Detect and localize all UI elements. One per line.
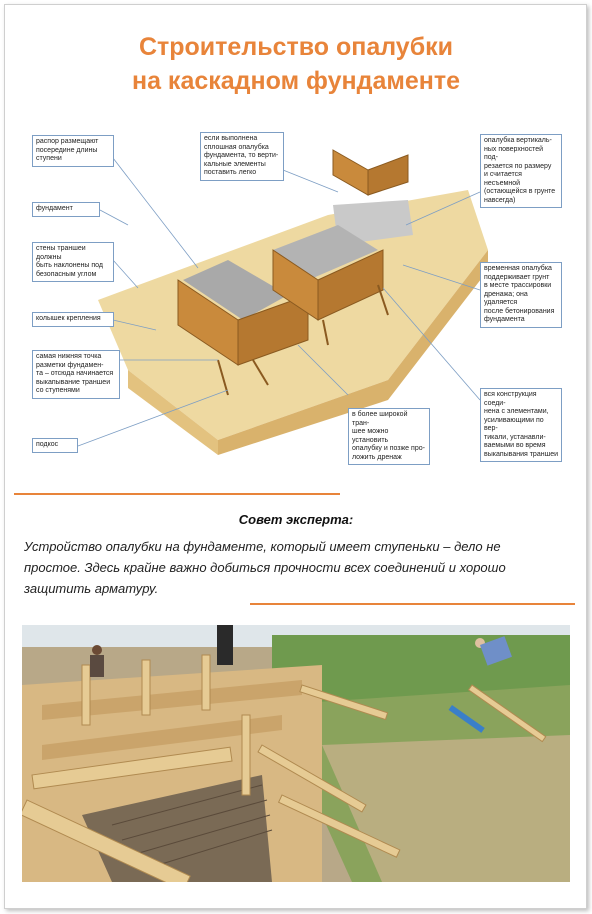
- callout-foundation: фундамент: [32, 202, 100, 217]
- title-line-1: Строительство опалубки: [138, 33, 454, 61]
- callout-lowest-point: самая нижняя точка разметки фундамен- та – отсюда начинается выкапывание траншеи со ступенями: [32, 350, 120, 399]
- site-photo-illustration: [22, 625, 570, 882]
- title-line-2: на каскадном фундаменте: [131, 67, 460, 95]
- construction-site-photo: [22, 625, 570, 882]
- expert-tip-heading: Совет эксперта:: [238, 512, 354, 527]
- page-title: [0, 30, 592, 98]
- callout-spacers: распор размещают посередине длины ступени: [32, 135, 114, 167]
- board-top-left: [333, 150, 368, 195]
- divider-left: [14, 493, 340, 495]
- callout-trench-walls: стены траншеи должны быть наклонены под безопасным углом: [32, 242, 114, 282]
- divider-right: [250, 603, 575, 605]
- callout-wide-trench: в более широкой тран- шее можно установить опалубку и позже про- ложить дренаж: [348, 408, 430, 465]
- callout-base: подкос: [32, 438, 78, 453]
- callout-temporary: временная опалубка поддерживает грунт в месте трассировки дренажа; она удаляется после бетонирования фундамента: [480, 262, 562, 328]
- expert-tip-text: Устройство опалубки на фундаменте, который имеет ступеньки – дело не простое. Здесь крайне важно добиться прочности всех соединений и хорошо защитить арматуру.: [24, 539, 506, 596]
- formwork-diagram: [28, 120, 568, 460]
- callout-solid-formwork: если выполнена сплошная опалубка фундамента, то верти- кальные элементы поставить легко: [200, 132, 284, 181]
- callout-stakes: колышек крепления: [32, 312, 114, 327]
- callout-construction: вся конструкция соеди- нена с элементами, усиливающими по вер- тикали, устанавли- ваемыми во время выкапывания траншеи: [480, 388, 562, 462]
- board-top-right: [368, 155, 408, 195]
- callout-vertical-surfaces: опалубка вертикаль- ных поверхностей под- резается по размеру и считается несъемной (остающейся в грунте навсегда): [480, 134, 562, 208]
